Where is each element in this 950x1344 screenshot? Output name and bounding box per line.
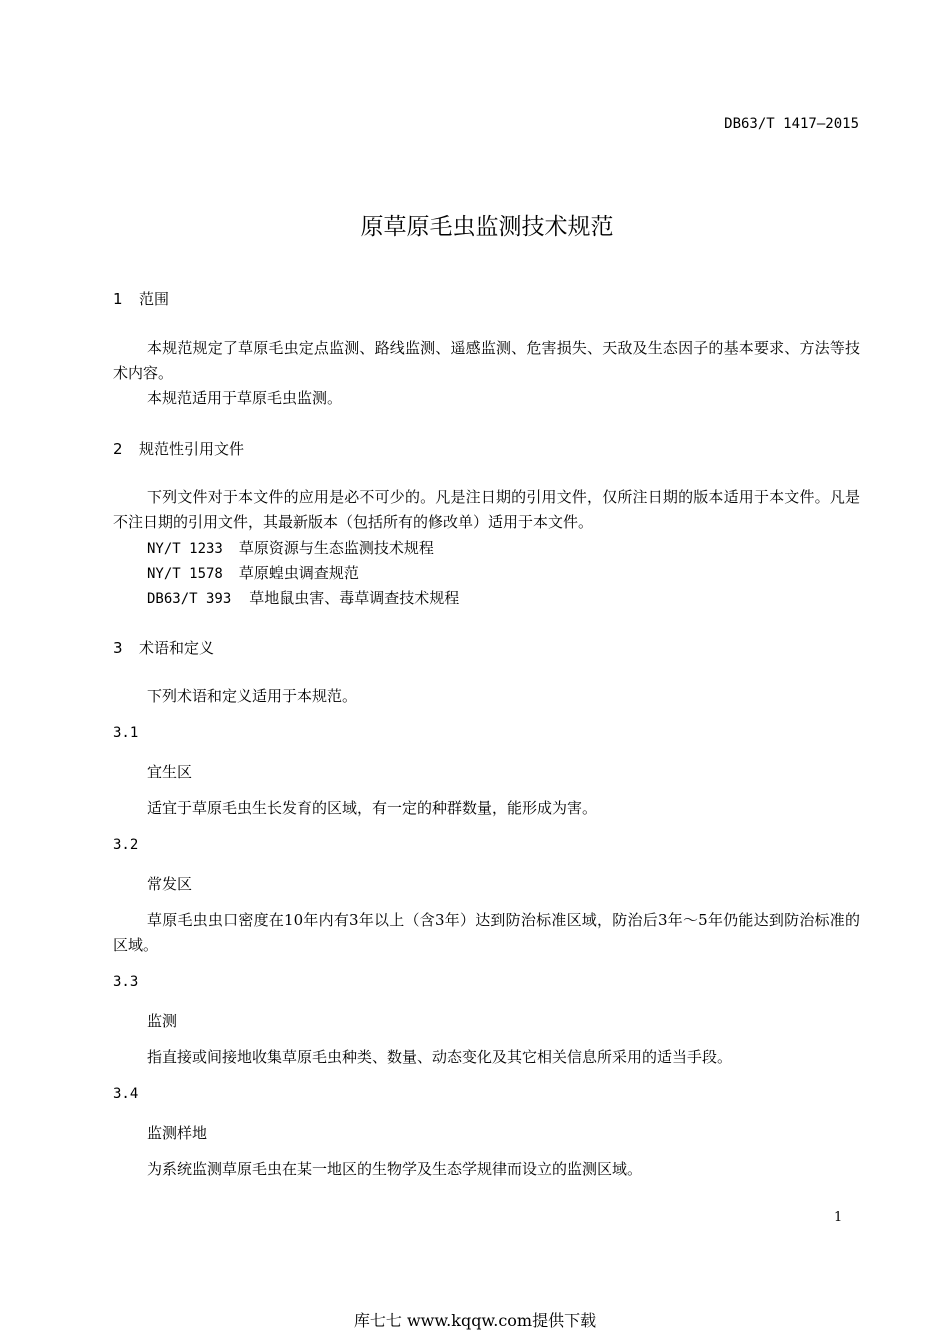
section-2-heading xyxy=(113,438,244,459)
term-definition: 为系统监测草原毛虫在某一地区的生物学及生态学规律而设立的监测区域。 xyxy=(147,1160,643,1178)
reference-item xyxy=(147,562,359,583)
term-name: 监测 xyxy=(147,1012,178,1030)
term-number: 3.1 xyxy=(113,725,139,741)
term-definition: 适宜于草原毛虫生长发育的区域，有一定的种群数量，能形成为害。 xyxy=(147,799,598,817)
section-1-paragraph-2: 本规范适用于草原毛虫监测。 xyxy=(147,389,343,407)
term-definition: 指直接或间接地收集草原毛虫种类、数量、动态变化及其它相关信息所采用的适当手段。 xyxy=(147,1048,733,1066)
section-title: 术语和定义 xyxy=(139,639,215,657)
section-3-heading xyxy=(113,637,214,658)
term-number: 3.3 xyxy=(113,974,139,990)
document-title: 原草原毛虫监测技术规范 xyxy=(360,214,614,240)
section-1-paragraph-1: 本规范规定了草原毛虫定点监测、路线监测、遥感监测、危害损失、天敌及生态因子的基本要求、方法等技术内容。 xyxy=(113,339,860,382)
reference-title: 草原蝗虫调查规范 xyxy=(238,564,359,582)
reference-title: 草原资源与生态监测技术规程 xyxy=(238,539,434,557)
term-number: 3.2 xyxy=(113,837,139,853)
section-number: 3 xyxy=(113,639,123,657)
reference-code: NY/T 1233 xyxy=(147,541,223,557)
section-2-paragraph-1: 下列文件对于本文件的应用是必不可少的。凡是注日期的引用文件，仅所注日期的版本适用于本文件。凡是不注日期的引用文件，其最新版本（包括所有的修改单）适用于本文件。 xyxy=(113,488,860,531)
section-title: 规范性引用文件 xyxy=(139,440,245,458)
term-name: 常发区 xyxy=(147,875,193,893)
reference-code: NY/T 1578 xyxy=(147,566,223,582)
document-code: DB63/T 1417—2015 xyxy=(724,116,859,132)
reference-title: 草地鼠虫害、毒草调查技术规程 xyxy=(249,589,460,607)
page-number: 1 xyxy=(834,1210,843,1225)
section-number: 2 xyxy=(113,440,123,458)
reference-item xyxy=(147,537,434,558)
term-number: 3.4 xyxy=(113,1086,139,1102)
section-1-heading xyxy=(113,288,169,309)
reference-item xyxy=(147,587,459,608)
footer-text: 库七七 www.kqqw.com提供下载 xyxy=(353,1311,597,1330)
term-name: 宜生区 xyxy=(147,763,193,781)
term-name: 监测样地 xyxy=(147,1124,208,1142)
section-3-intro: 下列术语和定义适用于本规范。 xyxy=(147,687,358,705)
term-definition: 草原毛虫虫口密度在10年内有3年以上（含3年）达到防治标准区域，防治后3年～5年仍能达到防治标准的区域。 xyxy=(113,911,860,954)
reference-code: DB63/T 393 xyxy=(147,591,232,607)
section-number: 1 xyxy=(113,290,123,308)
section-title: 范围 xyxy=(139,290,170,308)
